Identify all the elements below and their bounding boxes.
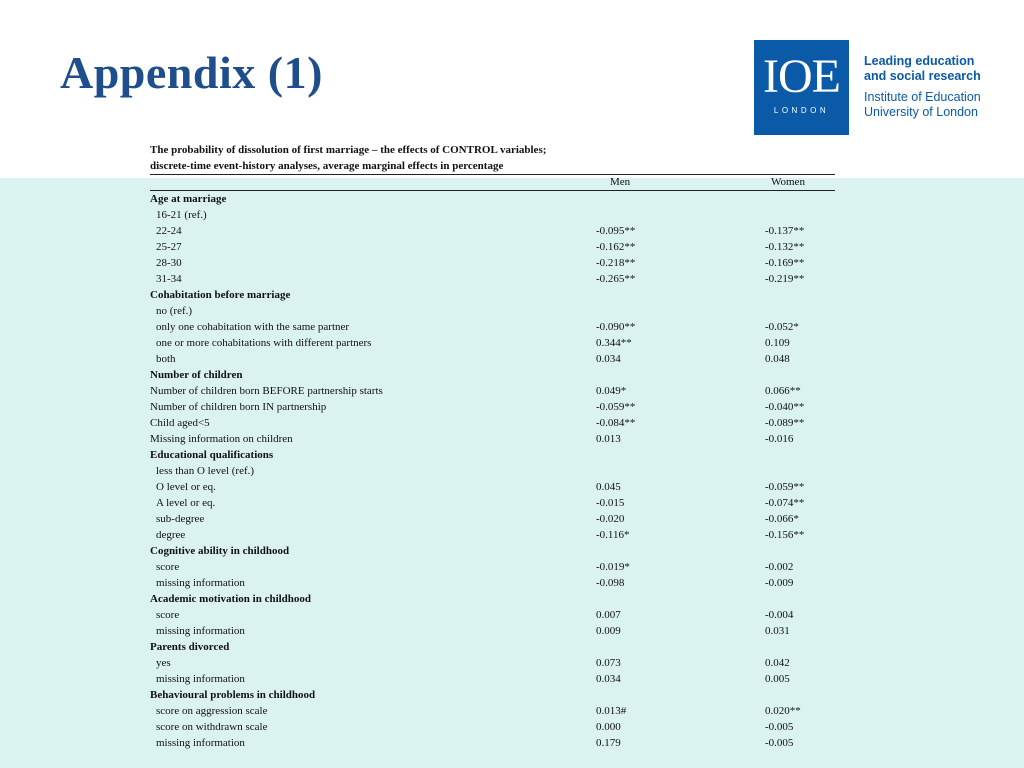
row-label: score xyxy=(156,561,180,573)
ioe-logo xyxy=(754,40,849,135)
women-value: -0.002 xyxy=(765,561,794,573)
table-row xyxy=(150,447,835,463)
row-label: no (ref.) xyxy=(156,305,193,317)
men-value: 0.179 xyxy=(596,737,621,749)
row-label: missing information xyxy=(156,577,245,589)
men-value: 0.049* xyxy=(596,385,627,397)
table-caption xyxy=(150,142,835,175)
row-label: 16-21 (ref.) xyxy=(156,209,207,221)
logo-institute-2: University of London xyxy=(864,105,978,119)
row-label: 22-24 xyxy=(156,225,182,237)
row-label: Educational qualifications xyxy=(150,449,274,461)
table-row xyxy=(150,207,835,223)
women-value: -0.040** xyxy=(765,401,805,413)
row-label: Missing information on children xyxy=(150,433,293,445)
men-value: 0.034 xyxy=(596,353,621,365)
table-row xyxy=(150,415,835,431)
table-row xyxy=(150,351,835,367)
caption-line-2: discrete-time event-history analyses, average marginal effects in percentage xyxy=(150,158,835,175)
table-row xyxy=(150,255,835,271)
men-value: 0.073 xyxy=(596,657,621,669)
logo-tagline-1: Leading education xyxy=(864,54,975,68)
women-value: -0.005 xyxy=(765,721,794,733)
row-label: Number of children xyxy=(150,369,243,381)
table-row xyxy=(150,335,835,351)
women-value: 0.048 xyxy=(765,353,790,365)
column-header-women: Women xyxy=(771,176,805,188)
table-row xyxy=(150,735,835,751)
row-label: Cognitive ability in childhood xyxy=(150,545,290,557)
men-value: -0.116* xyxy=(596,529,630,541)
table-row xyxy=(150,687,835,703)
women-value: -0.074** xyxy=(765,497,805,509)
table-row xyxy=(150,271,835,287)
table-row xyxy=(150,303,835,319)
women-value: 0.031 xyxy=(765,625,790,637)
table-row xyxy=(150,463,835,479)
women-value: -0.005 xyxy=(765,737,794,749)
table-row xyxy=(150,367,835,383)
row-label: yes xyxy=(156,657,171,669)
men-value: -0.059** xyxy=(596,401,636,413)
row-label: Cohabitation before marriage xyxy=(150,289,291,301)
women-value: -0.016 xyxy=(765,433,794,445)
row-label: one or more cohabitations with different partners xyxy=(156,337,372,349)
table-row xyxy=(150,655,835,671)
row-label: less than O level (ref.) xyxy=(156,465,255,477)
row-label: missing information xyxy=(156,673,245,685)
men-value: 0.344** xyxy=(596,337,632,349)
table-row xyxy=(150,511,835,527)
row-label: Behavioural problems in childhood xyxy=(150,689,316,701)
women-value: -0.009 xyxy=(765,577,794,589)
women-value: 0.042 xyxy=(765,657,790,669)
men-value: -0.265** xyxy=(596,273,636,285)
women-value: -0.169** xyxy=(765,257,805,269)
row-label: 25-27 xyxy=(156,241,182,253)
men-value: 0.034 xyxy=(596,673,621,685)
men-value: 0.045 xyxy=(596,481,621,493)
row-label: missing information xyxy=(156,737,245,749)
table-row xyxy=(150,591,835,607)
men-value: 0.007 xyxy=(596,609,621,621)
row-label: Age at marriage xyxy=(150,193,227,205)
women-value: -0.089** xyxy=(765,417,805,429)
caption-line-1: The probability of dissolution of first marriage – the effects of CONTROL variables; xyxy=(150,144,547,156)
table-row xyxy=(150,607,835,623)
men-value: 0.013 xyxy=(596,433,621,445)
row-label: 31-34 xyxy=(156,273,182,285)
row-label: 28-30 xyxy=(156,257,182,269)
row-label: score on aggression scale xyxy=(156,705,268,717)
table-row xyxy=(150,223,835,239)
row-label: both xyxy=(156,353,176,365)
women-value: -0.004 xyxy=(765,609,794,621)
table-row xyxy=(150,543,835,559)
table-row xyxy=(150,383,835,399)
row-label: missing information xyxy=(156,625,245,637)
table-row xyxy=(150,671,835,687)
women-value: -0.137** xyxy=(765,225,805,237)
logo-institute-1: Institute of Education xyxy=(864,90,981,104)
women-value: -0.052* xyxy=(765,321,799,333)
table-row xyxy=(150,431,835,447)
row-label: Parents divorced xyxy=(150,641,230,653)
table-row xyxy=(150,623,835,639)
table-row xyxy=(150,495,835,511)
men-value: -0.090** xyxy=(596,321,636,333)
table-row xyxy=(150,719,835,735)
women-value: -0.156** xyxy=(765,529,805,541)
women-value: 0.066** xyxy=(765,385,801,397)
table-row xyxy=(150,319,835,335)
row-label: score on withdrawn scale xyxy=(156,721,268,733)
men-value: 0.009 xyxy=(596,625,621,637)
logo-tagline-2: and social research xyxy=(864,69,981,83)
row-label: Child aged<5 xyxy=(150,417,210,429)
logo-text xyxy=(864,54,981,120)
table-row xyxy=(150,575,835,591)
women-value: -0.059** xyxy=(765,481,805,493)
row-label: Academic motivation in childhood xyxy=(150,593,312,605)
results-table xyxy=(150,142,835,751)
men-value: -0.095** xyxy=(596,225,636,237)
men-value: -0.020 xyxy=(596,513,625,525)
column-header-men: Men xyxy=(610,176,631,188)
women-value: -0.219** xyxy=(765,273,805,285)
row-label: only one cohabitation with the same partner xyxy=(156,321,350,333)
men-value: -0.084** xyxy=(596,417,636,429)
table-row xyxy=(150,639,835,655)
men-value: -0.015 xyxy=(596,497,625,509)
table-header xyxy=(150,175,835,191)
table-row xyxy=(150,559,835,575)
women-value: 0.005 xyxy=(765,673,790,685)
women-value: -0.132** xyxy=(765,241,805,253)
row-label: Number of children born IN partnership xyxy=(150,401,327,413)
row-label: degree xyxy=(156,529,186,541)
row-label: A level or eq. xyxy=(156,497,216,509)
men-value: 0.013# xyxy=(596,705,627,717)
slide-title: Appendix (1) xyxy=(60,47,323,98)
row-label: O level or eq. xyxy=(156,481,216,493)
women-value: -0.066* xyxy=(765,513,799,525)
table-row xyxy=(150,703,835,719)
men-value: -0.019* xyxy=(596,561,630,573)
table-row xyxy=(150,287,835,303)
row-label: Number of children born BEFORE partnership starts xyxy=(150,385,383,397)
table-row xyxy=(150,479,835,495)
men-value: 0.000 xyxy=(596,721,621,733)
women-value: 0.109 xyxy=(765,337,790,349)
table-body xyxy=(150,191,835,751)
table-row xyxy=(150,191,835,207)
men-value: -0.162** xyxy=(596,241,636,253)
row-label: score xyxy=(156,609,180,621)
row-label: sub-degree xyxy=(156,513,205,525)
table-row xyxy=(150,527,835,543)
table-row xyxy=(150,239,835,255)
men-value: -0.098 xyxy=(596,577,625,589)
logo-letters: IOE xyxy=(763,50,840,103)
logo-city: LONDON xyxy=(773,106,830,115)
women-value: 0.020** xyxy=(765,705,801,717)
men-value: -0.218** xyxy=(596,257,636,269)
table-row xyxy=(150,399,835,415)
